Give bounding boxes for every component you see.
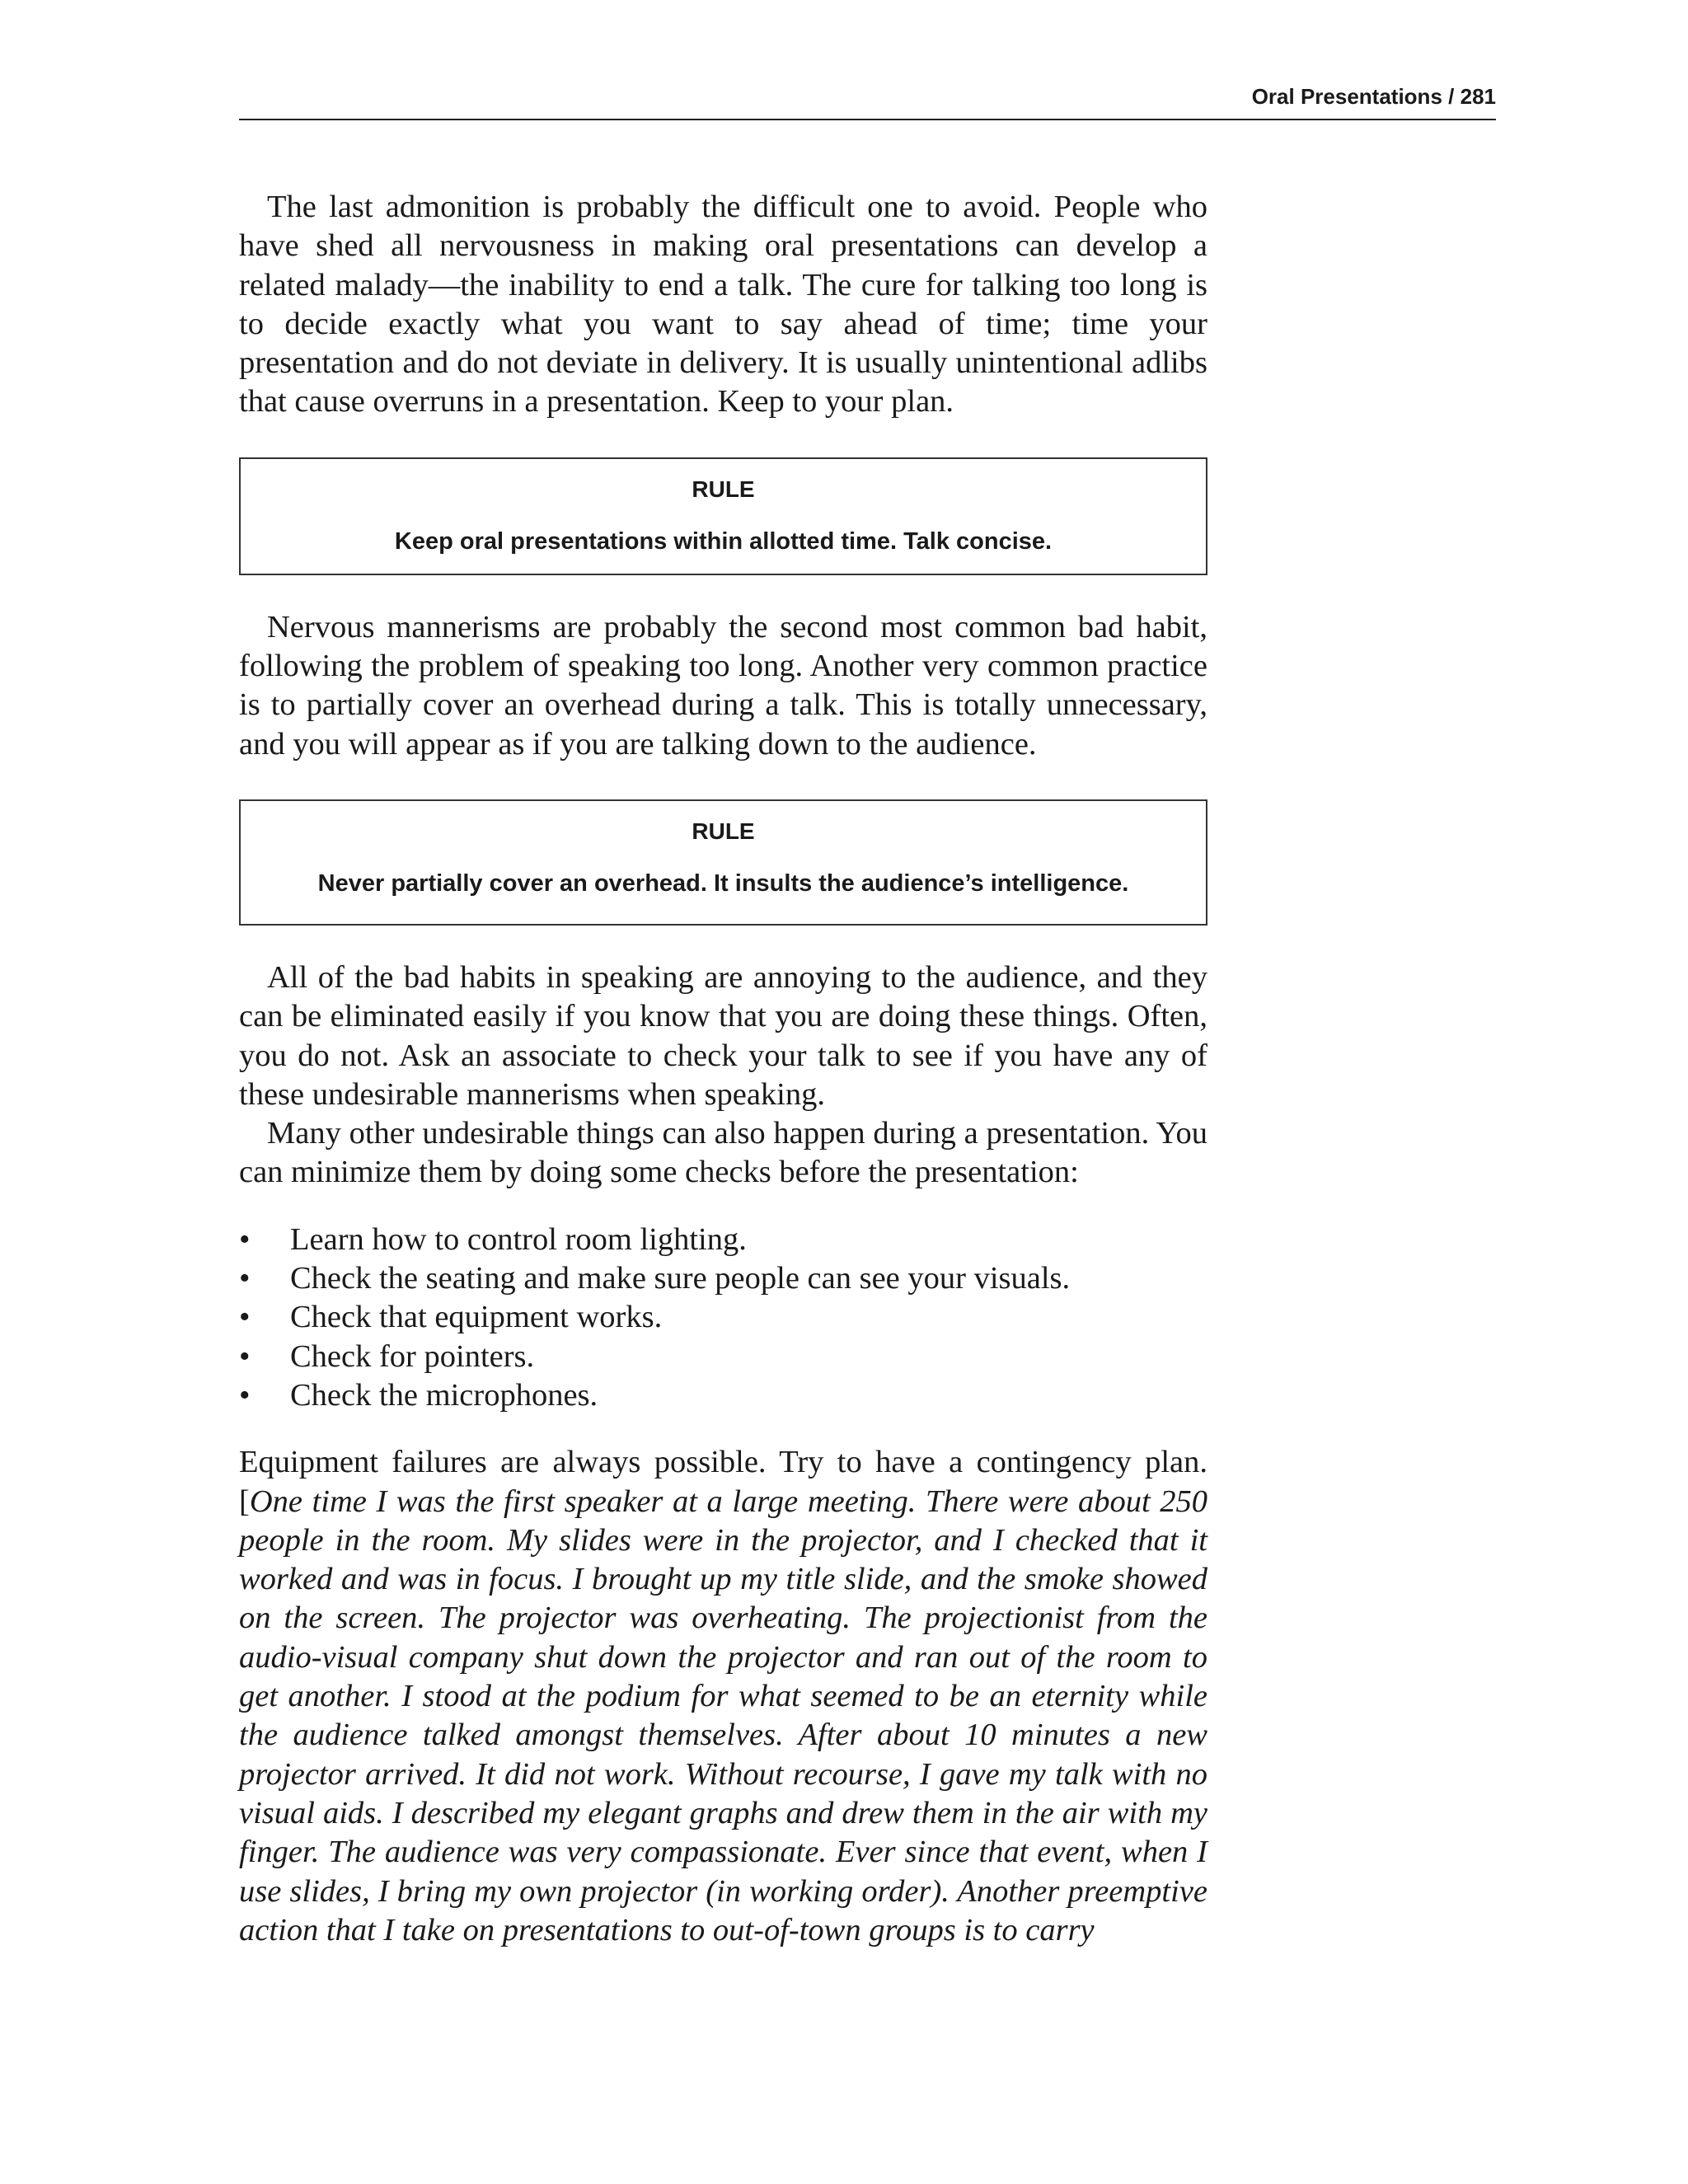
paragraph-presentation-checks: Many other undesirable things can also happen during a presentation. You can minimize them by doing some checks before the presentation: (239, 1116, 1207, 1190)
bullet-icon: • (239, 1377, 251, 1413)
list-item-text: Check the microphones. (290, 1377, 598, 1413)
paragraph-nervous-mannerisms: Nervous mannerisms are probably the second most common bad habit, following the problem of speaking too long. Another very common practice is to partially cover an overhead during a talk. This is totally unnecessary, and you will appear as if you are talking down to the audience. (239, 609, 1207, 762)
list-item-text: Check for pointers. (290, 1338, 535, 1374)
page-number: 281 (1460, 84, 1496, 109)
header-separator: / (1448, 84, 1455, 109)
list-item (239, 1298, 1207, 1337)
rule-title: RULE (692, 476, 755, 502)
page-body (239, 188, 1207, 1950)
paragraph-lead-text: Equipment failures are always possible. Try to have a contingency plan. [ (239, 1445, 1207, 1519)
rule-box-overhead (239, 799, 1207, 926)
list-item (239, 1259, 1207, 1298)
rule-text: Never partially cover an overhead. It insults the audience’s intelligence. (317, 869, 1129, 897)
rule-text: Keep oral presentations within allotted time. Talk concise. (394, 527, 1053, 555)
list-item (239, 1376, 1207, 1415)
bullet-icon: • (239, 1300, 251, 1335)
anecdote-text: One time I was the first speaker at a large meeting. There were about 250 people in the room. My slides were in the projector, and I checked that it worked and was in focus. I brought up my title slide, and the smoke showed on the screen. The projector was overheating. The projectionist from the audio-visual company shut down the projector and ran out of the room to get another. I stood at the podium for what seemed to be an eternity while the audience talked amongst themselves. After about 10 minutes a new projector arrived. It did not work. Without recourse, I gave my talk with no visual aids. I described my elegant graphs and drew them in the air with my finger. The audience was very compassionate. Ever since that event, when I use slides, I bring my own projector (in working order). Another preemptive action that I take on presentations to out-of-town groups is to carry (239, 1483, 1207, 1947)
list-item (239, 1221, 1207, 1259)
checklist (239, 1221, 1207, 1415)
rule-box-time (239, 457, 1207, 575)
paragraph-equipment-failures (239, 1443, 1207, 1950)
bullet-icon: • (239, 1338, 251, 1374)
running-head (239, 82, 1496, 120)
list-item-text: Check the seating and make sure people can see your visuals. (290, 1261, 1071, 1296)
bullet-icon: • (239, 1221, 251, 1257)
paragraph-bad-habits: All of the bad habits in speaking are annoying to the audience, and they can be eliminated easily if you know that you are doing these things. Often, you do not. Ask an associate to check your talk to see if you have any of these undesirable mannerisms when speaking. (239, 959, 1207, 1112)
list-item-text: Check that equipment works. (290, 1300, 663, 1335)
list-item-text: Learn how to control room lighting. (290, 1221, 747, 1257)
bullet-icon: • (239, 1261, 251, 1296)
section-title: Oral Presentations (1251, 84, 1442, 109)
list-item (239, 1338, 1207, 1376)
paragraph-time-overruns: The last admonition is probably the difficult one to avoid. People who have shed all nervousness in making oral presentations can develop a related malady—the inability to end a talk. The cure for talking too long is to decide exactly what you want to say ahead of time; time your presentation and do not deviate in delivery. It is usually unintentional adlibs that cause overruns in a presentation. Keep to your plan. (239, 190, 1207, 419)
rule-title: RULE (692, 818, 755, 844)
